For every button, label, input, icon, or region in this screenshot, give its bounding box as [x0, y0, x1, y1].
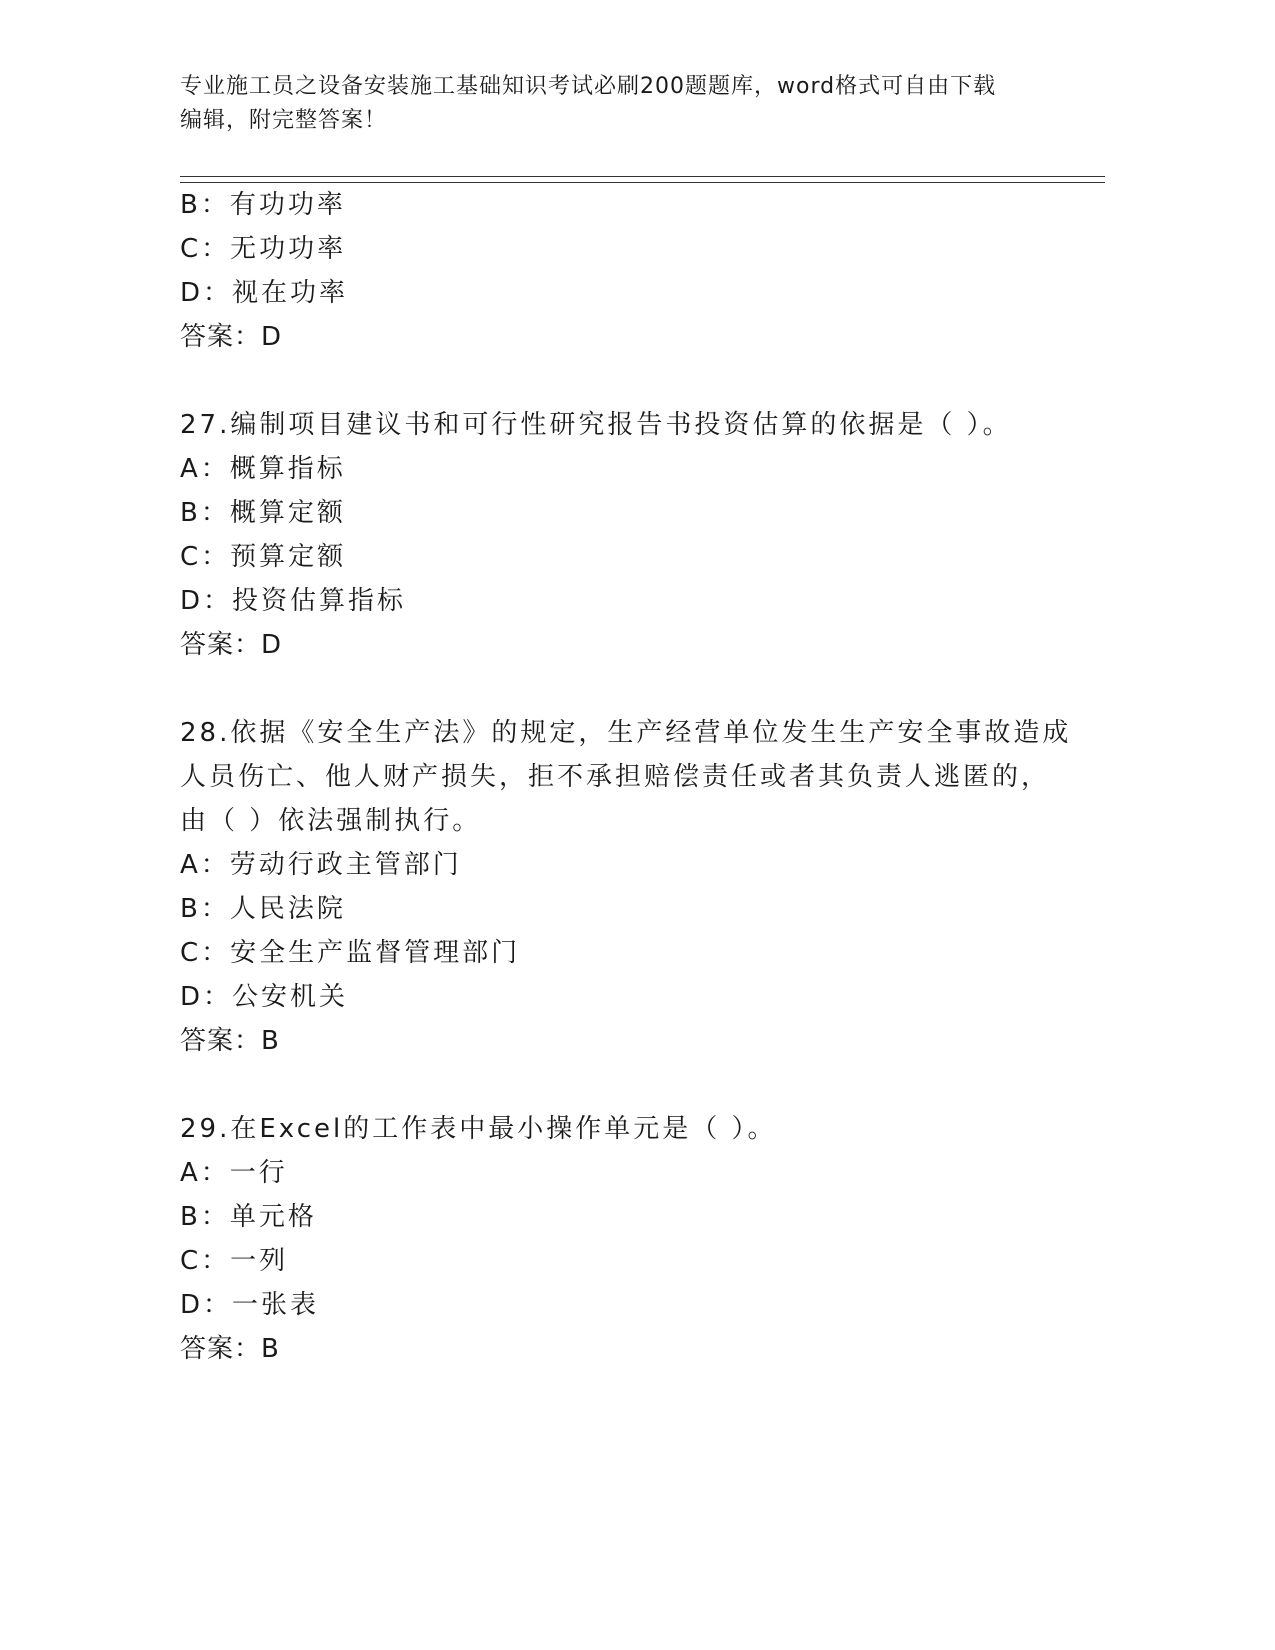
question-stem: 28.依据《安全生产法》的规定，生产经营单位发生生产安全事故造成: [180, 718, 1072, 748]
answer-line: 答案：D: [180, 630, 283, 660]
option-c: C：无功功率: [180, 234, 347, 264]
header-title-line-2: 编辑，附完整答案！: [180, 108, 388, 133]
option-d: D：公安机关: [180, 982, 349, 1012]
carryover-question: [180, 183, 1060, 359]
option-d: D：投资估算指标: [180, 586, 407, 616]
question-29: [180, 1107, 1060, 1371]
spacer: [180, 1063, 1060, 1107]
option-b: B：有功功率: [180, 190, 346, 220]
answer-line: 答案：D: [180, 322, 283, 352]
option-c: C：安全生产监督管理部门: [180, 938, 521, 968]
question-28: [180, 711, 1072, 1063]
question-stem: 29.在Excel的工作表中最小操作单元是（ ）。: [180, 1114, 777, 1144]
question-stem: 由（ ）依法强制执行。: [180, 806, 482, 836]
spacer: [180, 359, 1060, 403]
question-stem: 27.编制项目建议书和可行性研究报告书投资估算的依据是（ ）。: [180, 410, 1012, 440]
option-b: B：概算定额: [180, 498, 346, 528]
option-b: B：人民法院: [180, 894, 346, 924]
header-title-line-1: 专业施工员之设备安装施工基础知识考试必刷200题题库，word格式可自由下载: [180, 74, 997, 99]
answer-line: 答案：B: [180, 1334, 280, 1364]
option-a: A：劳动行政主管部门: [180, 850, 462, 880]
option-a: A：一行: [180, 1158, 288, 1188]
question-content: [180, 183, 1072, 1371]
page-header: [180, 70, 1040, 138]
spacer: [180, 667, 1060, 711]
question-stem: 人员伤亡、他人财产损失，拒不承担赔偿责任或者其负责人逃匿的，: [180, 762, 1051, 792]
header-divider: [180, 176, 1105, 183]
option-d: D：一张表: [180, 1290, 320, 1320]
question-27: [180, 403, 1060, 667]
option-c: C：预算定额: [180, 542, 347, 572]
option-b: B：单元格: [180, 1202, 317, 1232]
option-c: C：一列: [180, 1246, 289, 1276]
option-d: D：视在功率: [180, 278, 349, 308]
option-a: A：概算指标: [180, 454, 346, 484]
answer-line: 答案：B: [180, 1026, 280, 1056]
